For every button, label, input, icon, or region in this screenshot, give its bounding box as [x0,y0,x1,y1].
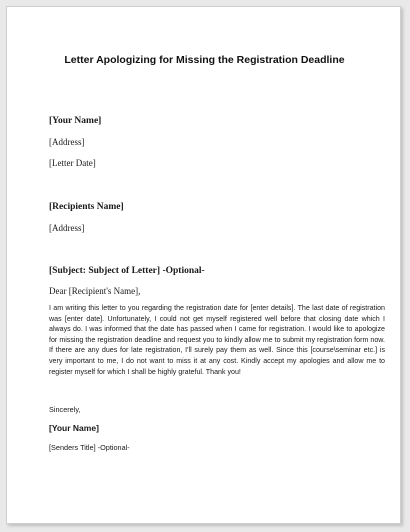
recipient-address: [Address] [49,223,85,233]
sender-address: [Address] [49,137,85,147]
letter-page [6,6,401,524]
salutation: Dear [Recipient's Name], [49,286,141,296]
your-name-heading: [Your Name] [49,116,102,126]
letter-body: I am writing this letter to you regarding the registration date for [enter details]. The last date of registration was [enter date]. Unfortunately, I could not get myself registered well before that closing date which I always do. I was informed that the date has passed when I came for registration. I would like to apologize for missing the registration deadline and request you to kindly allow me to submit my registration form now. If there are any dues for late registration, I'll surely pay them as well. Since this [course\seminar etc.] is very important to me, I do not want to miss it at any cost. Kindly accept my apologies and allow me to register myself for which I shall be highly grateful. Thank you! [49,304,385,376]
recipients-name-heading: [Recipients Name] [49,202,124,212]
sender-name: [Your Name] [49,423,99,433]
letter-date: [Letter Date] [49,158,96,168]
sender-title: [Senders Title] -Optional- [49,443,130,452]
letter-title: Letter Apologizing for Missing the Registration Deadline [64,54,345,66]
subject-line: [Subject: Subject of Letter] -Optional- [49,266,205,276]
closing: Sincerely, [49,405,81,414]
